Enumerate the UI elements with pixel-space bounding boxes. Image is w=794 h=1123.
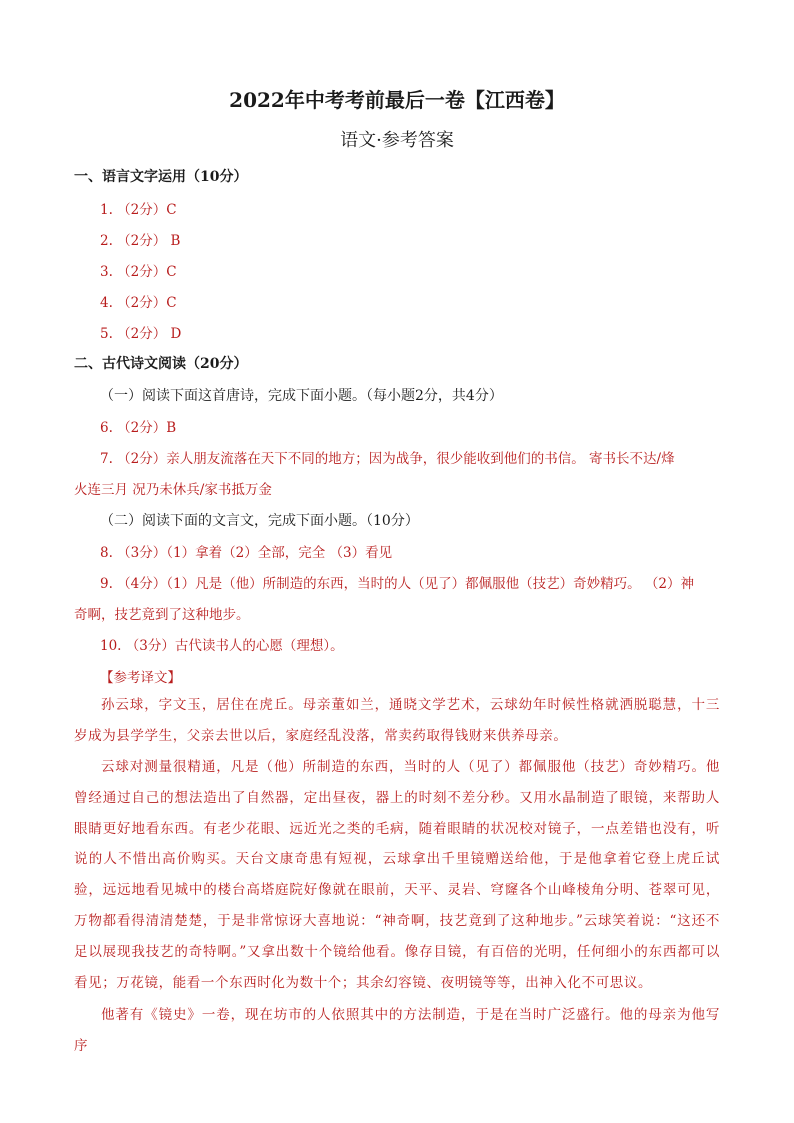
translation-paragraph-3: 他著有《镜史》一卷，现在坊市的人依照其中的方法制造，于是在当时广泛盛行。他的母亲为他写序: [74, 1007, 720, 1054]
answer-4: 4. （2分）C: [100, 295, 177, 311]
section-heading-language-use: 一、语言文字运用（10分）: [74, 169, 248, 185]
answer-1: 1. （2分）C: [100, 202, 177, 218]
answer-10: 10. （3分）古代读书人的心愿（理想）。: [100, 638, 344, 654]
translation-paragraph-2: 云球对测量很精通，凡是（他）所制造的东西，当时的人（见了）都佩服他（技艺）奇妙精巧。他曾经通过自己的想法造出了自然器，定出昼夜，器上的时刻不差分秒。又用水晶制造了眼镜，来帮助人眼睛更好地看东西。有老少花眼、远近光之类的毛病，随着眼睛的状况校对镜子，一点差错也没有，听说的人不惜出高价购买。天台文康奇患有短视，云球拿出千里镜赠送给他，于是他拿着它登上虎丘试验，远远地看见城中的楼台高塔庭院好像就在眼前，天平、灵岩、穹窿各个山峰棱角分明、苍翠可见，万物都看得清清楚楚，于是非常惊讶大喜地说：“神奇啊，技艺竟到了这种地步。”云球笑着说：“这还不足以展现我技艺的奇特啊。”又拿出数十个镜给他看。像存目镜，有百倍的光明，任何细小的东西都可以看见；万花镜，能看一个东西时化为数十个；其余幻容镜、夜明镜等等，出神入化不可思议。: [74, 759, 720, 991]
page-subtitle: 语文·参考答案: [340, 130, 454, 151]
answer-8: 8. （3分）（1）拿着（2）全部，完全 （3）看见: [100, 545, 393, 561]
answer-7-line2: 火连三月 况乃未休兵/家书抵万金: [74, 482, 272, 498]
part2-heading: （二）阅读下面的文言文，完成下面小题。（10分）: [100, 513, 419, 529]
page-title: 2022年中考考前最后一卷【江西卷】: [229, 88, 565, 112]
answer-3: 3. （2分）C: [100, 264, 177, 280]
answer-7-line1: 7. （2分）亲人朋友流落在天下不同的地方；因为战争，很少能收到他们的书信。 寄书长不达/烽: [100, 451, 675, 467]
answer-6: 6. （2分）B: [100, 420, 177, 436]
answer-9-line1: 9. （4分）（1）凡是（他）所制造的东西，当时的人（见了）都佩服他（技艺）奇妙精巧。 （2）神: [100, 576, 694, 592]
translation-paragraph-1: 孙云球，字文玉，居住在虎丘。母亲董如兰，通晓文学艺术，云球幼年时候性格就洒脱聪慧，十三岁成为县学学生，父亲去世以后，家庭经乱没落，常卖药取得钱财来供养母亲。: [74, 697, 720, 744]
section-heading-classical-reading: 二、古代诗文阅读（20分）: [74, 356, 248, 372]
answer-2: 2. （2分） B: [100, 233, 181, 249]
part1-heading: （一）阅读下面这首唐诗，完成下面小题。（每小题2分，共4分）: [100, 388, 503, 404]
answer-9-line2: 奇啊，技艺竟到了这种地步。: [74, 607, 250, 623]
answer-5: 5. （2分） D: [100, 326, 182, 342]
translation-heading: 【参考译文】: [100, 670, 181, 686]
